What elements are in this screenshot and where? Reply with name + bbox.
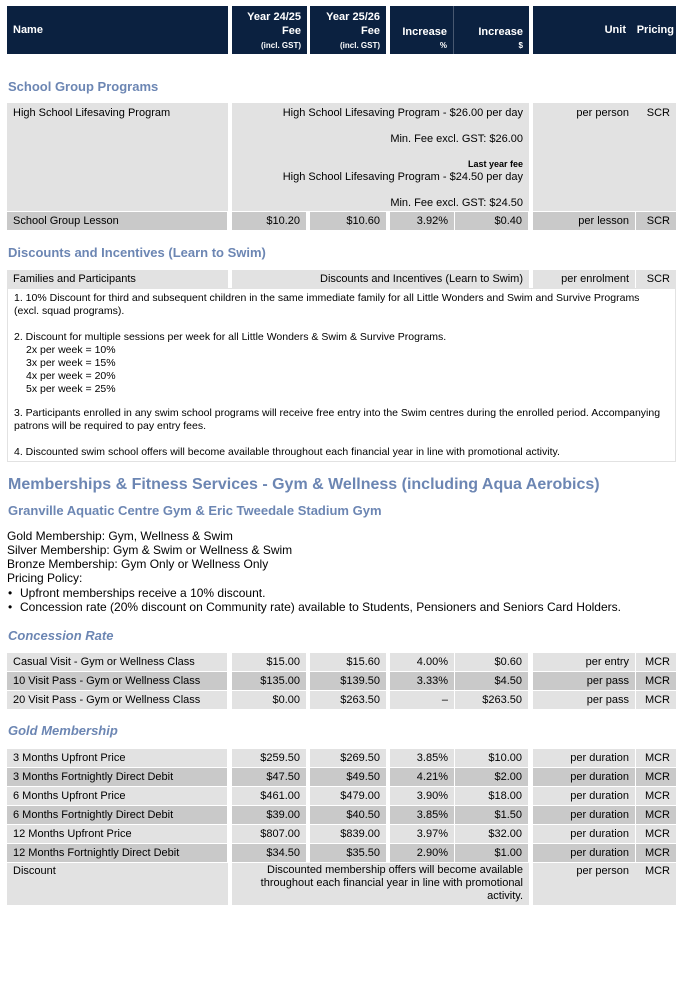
concession-row-1-pricing: MCR: [636, 653, 676, 671]
gold-row-6-inc-pct: 2.90%: [390, 844, 454, 862]
concession-row-2-fee2: $139.50: [310, 672, 386, 690]
concession-row-3-inc-pct: –: [390, 691, 454, 709]
concession-row-1-name: Casual Visit - Gym or Wellness Class: [7, 653, 227, 671]
concession-row-1-fee1: $15.00: [232, 653, 306, 671]
hslp-desc-line2: Min. Fee excl. GST: $26.00: [390, 133, 523, 145]
gold-row-4-name: 6 Months Fortnightly Direct Debit: [7, 806, 227, 824]
concession-row-2-inc-dol: $4.50: [455, 672, 528, 690]
school-section-title: School Group Programs: [8, 79, 159, 94]
table-header-fee-2526: [310, 6, 386, 54]
memberships-subtitle: Granville Aquatic Centre Gym & Eric Tweedale Stadium Gym: [8, 503, 382, 518]
gold-row-2-name: 3 Months Fortnightly Direct Debit: [7, 768, 227, 786]
header-unit: Unit: [604, 24, 626, 36]
gold-row-6-inc-dol: $1.00: [455, 844, 528, 862]
discount-note-3x: 3x per week = 15%: [26, 357, 116, 369]
discount-note-3: 3. Participants enrolled in any swim school programs will receive free entry into the Swim centres during the enrolled period. Accompanying patrons will be required to pay entry fees.: [14, 407, 661, 432]
hslp-last-year-label: Last year fee: [467, 159, 523, 169]
concession-row-1-unit: per entry: [533, 653, 635, 671]
gold-discount-desc: Discounted membership offers will become available throughout each financial year in line with promotional activity.: [260, 864, 523, 902]
header-fee2-line1: Year 25/26: [326, 11, 380, 23]
hslp-desc-line4: Min. Fee excl. GST: $24.50: [390, 197, 523, 209]
header-inc-dol-line2: $: [518, 41, 523, 50]
header-divider: [453, 6, 454, 54]
gold-row-5-inc-dol: $32.00: [455, 825, 528, 843]
discounts-row-unit: per enrolment: [533, 270, 635, 288]
concession-row-3-fee1: $0.00: [232, 691, 306, 709]
table-header-increase: [390, 6, 529, 54]
membership-bronze-line: Bronze Membership: Gym Only or Wellness Only: [7, 557, 269, 571]
hslp-desc-line1: High School Lifesaving Program - $26.00 per day: [282, 107, 523, 119]
school-lesson-inc-pct: 3.92%: [390, 212, 454, 230]
discount-note-2x: 2x per week = 10%: [26, 344, 116, 356]
gold-row-2-unit: per duration: [533, 768, 635, 786]
gold-row-6-pricing: MCR: [636, 844, 676, 862]
hslp-desc-line3: High School Lifesaving Program - $24.50 per day: [282, 171, 523, 183]
school-lesson-pricing: SCR: [636, 212, 676, 230]
concession-row-1-inc-pct: 4.00%: [390, 653, 454, 671]
gold-section-title: Gold Membership: [8, 723, 118, 738]
gold-row-2-fee1: $47.50: [232, 768, 306, 786]
gold-row-3-unit: per duration: [533, 787, 635, 805]
hslp-pricing: SCR: [646, 107, 670, 119]
gold-row-3-pricing: MCR: [636, 787, 676, 805]
header-fee2-line2: Fee: [361, 25, 380, 37]
hslp-unit: per person: [576, 107, 629, 119]
gold-row-3-name: 6 Months Upfront Price: [7, 787, 227, 805]
gold-row-1-inc-pct: 3.85%: [390, 749, 454, 767]
concession-row-3-name: 20 Visit Pass - Gym or Wellness Class: [7, 691, 227, 709]
pricing-policy-label: Pricing Policy:: [7, 571, 83, 585]
gold-row-5-pricing: MCR: [636, 825, 676, 843]
memberships-section-title: Memberships & Fitness Services - Gym & Wellness (including Aqua Aerobics): [8, 476, 600, 493]
school-lesson-name: School Group Lesson: [7, 212, 227, 230]
gold-row-4-unit: per duration: [533, 806, 635, 824]
header-inc-pct-line1: Increase: [402, 26, 447, 38]
concession-row-3-inc-dol: $263.50: [455, 691, 528, 709]
gold-row-4-fee1: $39.00: [232, 806, 306, 824]
header-fee1-line2: Fee: [282, 25, 301, 37]
gold-row-6-fee1: $34.50: [232, 844, 306, 862]
gold-discount-pricing: MCR: [644, 865, 670, 877]
discount-note-1: 1. 10% Discount for third and subsequent children in the same immediate family for all Little Wonders and Swim and Survive Programs (excl. squad programs).: [14, 292, 640, 317]
concession-row-2-unit: per pass: [533, 672, 635, 690]
concession-row-3-unit: per pass: [533, 691, 635, 709]
concession-row-3-fee2: $263.50: [310, 691, 386, 709]
gold-row-1-pricing: MCR: [636, 749, 676, 767]
concession-row-3-pricing: MCR: [636, 691, 676, 709]
gold-row-6-unit: per duration: [533, 844, 635, 862]
gold-row-3-inc-pct: 3.90%: [390, 787, 454, 805]
gold-row-5-name: 12 Months Upfront Price: [7, 825, 227, 843]
gold-row-5-fee2: $839.00: [310, 825, 386, 843]
gold-row-5-fee1: $807.00: [232, 825, 306, 843]
header-inc-dol-line1: Increase: [478, 26, 523, 38]
header-fee1-line3: (incl. GST): [261, 41, 301, 50]
gold-row-4-inc-dol: $1.50: [455, 806, 528, 824]
concession-row-2-fee1: $135.00: [232, 672, 306, 690]
pricing-policy-bullet-1: • Upfront memberships receive a 10% discount.: [20, 586, 265, 600]
gold-row-1-fee1: $259.50: [232, 749, 306, 767]
gold-row-4-fee2: $40.50: [310, 806, 386, 824]
gold-row-2-inc-pct: 4.21%: [390, 768, 454, 786]
header-inc-pct-line2: %: [439, 41, 447, 50]
gold-row-1-unit: per duration: [533, 749, 635, 767]
discount-note-4: 4. Discounted swim school offers will become available throughout each financial year in line with promotional activity.: [14, 446, 560, 458]
discounts-row-name: Families and Participants: [7, 270, 228, 288]
school-lesson-unit: per lesson: [533, 212, 635, 230]
header-fee1-line1: Year 24/25: [247, 11, 301, 23]
concession-row-1-fee2: $15.60: [310, 653, 386, 671]
table-header-unit-pricing: [533, 6, 676, 54]
school-lesson-fee1: $10.20: [232, 212, 306, 230]
gold-row-6-name: 12 Months Fortnightly Direct Debit: [7, 844, 227, 862]
discounts-row-desc: Discounts and Incentives (Learn to Swim): [232, 270, 529, 288]
gold-row-4-pricing: MCR: [636, 806, 676, 824]
concession-row-2-name: 10 Visit Pass - Gym or Wellness Class: [7, 672, 227, 690]
discount-note-4x: 4x per week = 20%: [26, 370, 116, 382]
header-fee2-line3: (incl. GST): [340, 41, 380, 50]
gold-row-5-unit: per duration: [533, 825, 635, 843]
gold-discount-unit: per person: [576, 865, 629, 877]
gold-row-5-inc-pct: 3.97%: [390, 825, 454, 843]
table-header-name: [7, 6, 228, 54]
membership-gold-line: Gold Membership: Gym, Wellness & Swim: [7, 529, 233, 543]
gold-row-3-inc-dol: $18.00: [455, 787, 528, 805]
discount-note-5x: 5x per week = 25%: [26, 383, 116, 395]
concession-section-title: Concession Rate: [8, 628, 114, 643]
hslp-name: High School Lifesaving Program: [13, 107, 171, 119]
gold-row-6-fee2: $35.50: [310, 844, 386, 862]
gold-row-1-inc-dol: $10.00: [455, 749, 528, 767]
header-name: Name: [13, 24, 43, 36]
school-lesson-inc-dol: $0.40: [455, 212, 528, 230]
gold-row-2-pricing: MCR: [636, 768, 676, 786]
header-pricing: Pricing: [636, 24, 674, 36]
gold-row-3-fee1: $461.00: [232, 787, 306, 805]
discounts-section-title: Discounts and Incentives (Learn to Swim): [8, 245, 266, 260]
gold-row-2-inc-dol: $2.00: [455, 768, 528, 786]
concession-row-2-pricing: MCR: [636, 672, 676, 690]
school-lesson-fee2: $10.60: [310, 212, 386, 230]
gold-row-4-inc-pct: 3.85%: [390, 806, 454, 824]
concession-row-2-inc-pct: 3.33%: [390, 672, 454, 690]
concession-row-1-inc-dol: $0.60: [455, 653, 528, 671]
discount-note-2: 2. Discount for multiple sessions per week for all Little Wonders & Swim & Survive Programs.: [14, 331, 447, 343]
discounts-row-pricing: SCR: [636, 270, 676, 288]
gold-row-1-name: 3 Months Upfront Price: [7, 749, 227, 767]
gold-row-1-fee2: $269.50: [310, 749, 386, 767]
table-header-fee-2425: [232, 6, 307, 54]
membership-silver-line: Silver Membership: Gym & Swim or Wellness & Swim: [7, 543, 293, 557]
gold-row-3-fee2: $479.00: [310, 787, 386, 805]
gold-discount-name: Discount: [13, 865, 56, 877]
pricing-policy-bullet-2: • Concession rate (20% discount on Community rate) available to Students, Pensioners and Seniors Card Holders.: [20, 600, 621, 614]
gold-row-2-fee2: $49.50: [310, 768, 386, 786]
